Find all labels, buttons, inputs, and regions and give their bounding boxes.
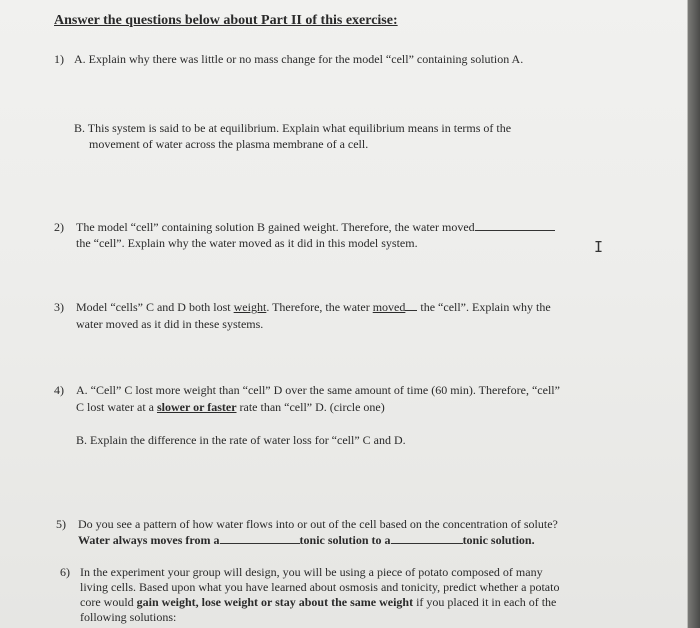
q1-number: 1) — [54, 52, 64, 66]
q5-text-line2 — [78, 533, 535, 547]
q2-answer-blank[interactable] — [475, 220, 555, 231]
q4a-circle-choice[interactable]: slower or faster — [156, 400, 237, 414]
q4a-text-line1: A. “Cell” C lost more weight than “cell” D over the same amount of time (60 min). Therefore, “cell” — [76, 383, 560, 397]
q3-weight-word: weight — [233, 300, 267, 314]
q5-line2-part3: tonic solution. — [462, 533, 535, 547]
q3-text-line1 — [76, 300, 551, 314]
q1b-text-line1: B. This system is said to be at equilibrium. Explain what equilibrium means in terms of the — [74, 121, 512, 135]
q3-answer-blank[interactable] — [405, 300, 417, 311]
q5-number: 5) — [56, 517, 66, 531]
q4a-text-line2 — [76, 400, 385, 414]
text-cursor-icon: I — [594, 238, 604, 256]
q3-moved-word: moved — [372, 300, 406, 314]
q3-line1-pre: Model “cells” C and D both lost — [76, 300, 234, 314]
q3-line1-mid: . Therefore, the water — [266, 300, 373, 314]
q4a-line2-post: rate than “cell” D. (circle one) — [236, 400, 385, 414]
q2-text-line1 — [76, 220, 555, 234]
q5-line2-part2: tonic solution to a — [299, 533, 391, 547]
desk-background-edge — [688, 0, 700, 628]
q6-text-line4: following solutions: — [80, 610, 177, 624]
q6-text-line2: living cells. Based upon what you have learned about osmosis and tonicity, predict whether a potato — [80, 580, 560, 594]
q2-number: 2) — [54, 220, 64, 234]
q6-line3-bold: gain weight, lose weight or stay about the same weight — [136, 595, 414, 609]
q1a-text: A. Explain why there was little or no mass change for the model “cell” containing solution A. — [74, 52, 524, 66]
q2-text-line1-content: The model “cell” containing solution B gained weight. Therefore, the water moved — [76, 220, 475, 234]
q3-number: 3) — [54, 300, 64, 314]
q5-answer-blank-2[interactable] — [391, 533, 463, 544]
q3-text-line2: water moved as it did in these systems. — [76, 317, 264, 331]
q6-line3-post: if you placed it in each of the — [413, 595, 557, 609]
q6-text-line1: In the experiment your group will design, you will be using a piece of potato composed of many — [80, 565, 543, 579]
q5-text-line1: Do you see a pattern of how water flows into or out of the cell based on the concentration of solute? — [78, 517, 558, 531]
q5-line2-part1: Water always moves from a — [78, 533, 220, 547]
q6-text-line3 — [80, 595, 556, 609]
q4b-text: B. Explain the difference in the rate of water loss for “cell” C and D. — [76, 433, 406, 447]
q4-number: 4) — [54, 383, 64, 397]
q3-line1-post: the “cell”. Explain why the — [417, 300, 551, 314]
q1b-text-line2: movement of water across the plasma membrane of a cell. — [89, 137, 369, 151]
page-title: Answer the questions below about Part II of this exercise: — [54, 13, 398, 28]
q6-number: 6) — [60, 565, 70, 579]
q4a-line2-pre: C lost water at a — [76, 400, 157, 414]
q2-text-line2: the “cell”. Explain why the water moved as it did in this model system. — [76, 236, 418, 250]
q5-answer-blank-1[interactable] — [220, 533, 300, 544]
q6-line3-pre: core would — [80, 595, 137, 609]
